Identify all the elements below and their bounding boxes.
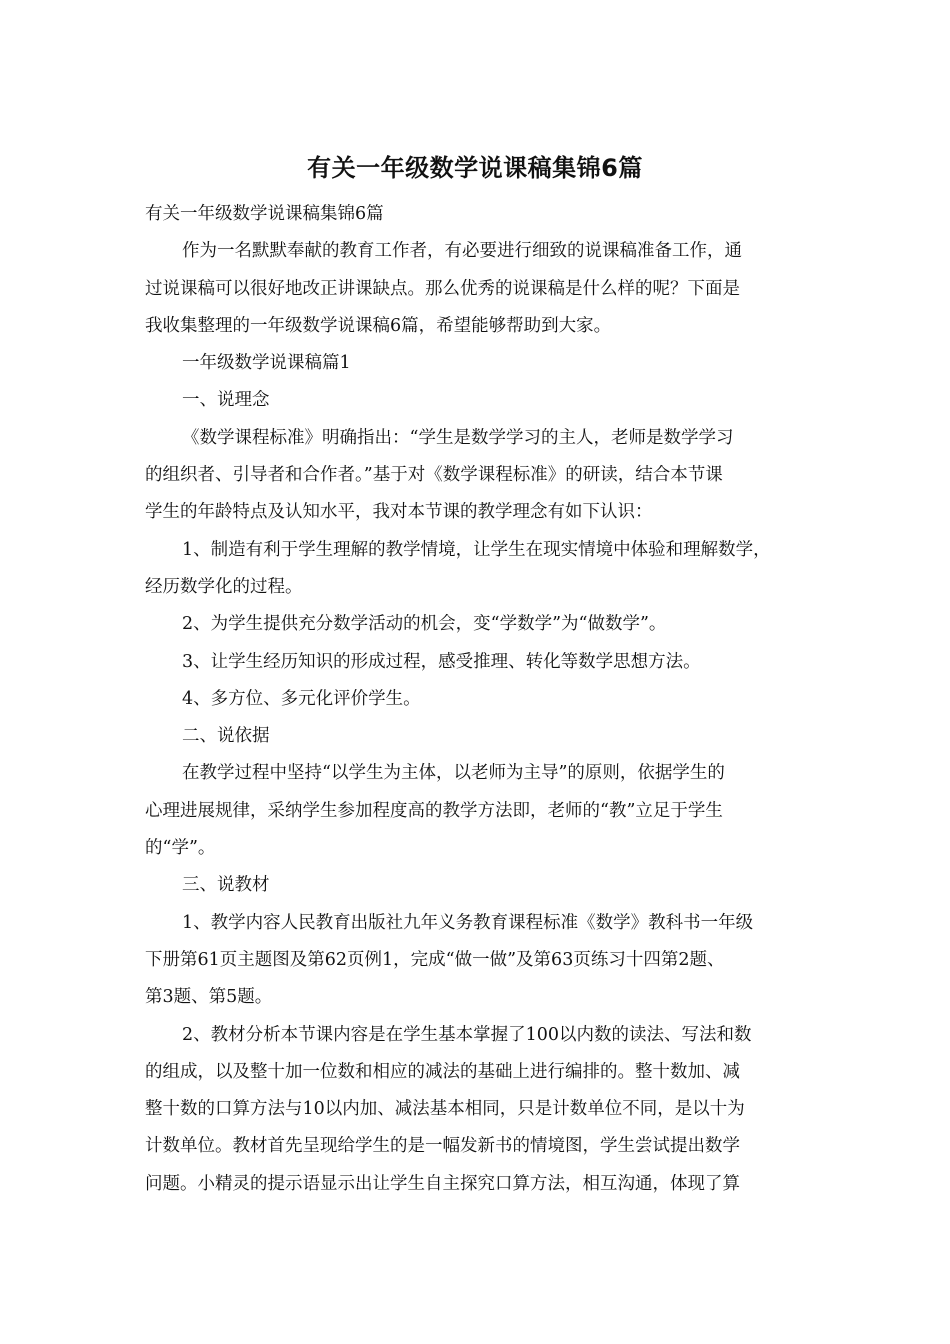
text-line: 在教学过程中坚持“以学生为主体，以老师为主导”的原则，依据学生的 [182, 763, 725, 784]
text-line: 整十数的口算方法与10以内加、减法基本相同，只是计数单位不同，是以十为 [145, 1099, 745, 1120]
text-line: 有关一年级数学说课稿集锦6篇 [145, 204, 384, 224]
text-line: 的“学”。 [145, 838, 216, 859]
text-line: 下册第61页主题图及第62页例1，完成“做一做”及第63页练习十四第2题、 [145, 949, 725, 970]
text-line: 作为一名默默奉献的教育工作者，有必要进行细致的说课稿准备工作，通 [182, 241, 742, 262]
text-line: 《数学课程标准》明确指出：“学生是数学学习的主人，老师是数学学习 [182, 427, 734, 448]
text-line: 计数单位。教材首先呈现给学生的是一幅发新书的情境图，学生尝试提出数学 [145, 1136, 740, 1157]
text-line: 1、制造有利于学生理解的教学情境，让学生在现实情境中体验和理解数学， [182, 539, 771, 560]
text-line: 的组成，以及整十加一位数和相应的减法的基础上进行编排的。整十数加、减 [145, 1061, 740, 1082]
text-line: 1、教学内容人民教育出版社九年义务教育课程标准《数学》教科书一年级 [182, 912, 754, 933]
text-line: 三、说教材 [182, 875, 270, 896]
text-line: 2、为学生提供充分数学活动的机会，变“学数学”为“做数学”。 [182, 614, 667, 635]
text-line: 4、多方位、多元化评价学生。 [182, 688, 421, 709]
text-line: 一、说理念 [182, 390, 270, 411]
text-line: 问题。小精灵的提示语显示出让学生自主探究口算方法，相互沟通，体现了算 [145, 1173, 740, 1194]
text-line: 的组织者、引导者和合作者。”基于对《数学课程标准》的研读，结合本节课 [145, 465, 723, 486]
document-body [145, 196, 800, 1203]
text-line: 学生的年龄特点及认知水平，我对本节课的教学理念有如下认识： [145, 502, 653, 523]
text-line: 经历数学化的过程。 [145, 576, 303, 597]
document-title: 有关一年级数学说课稿集锦6篇 [307, 154, 643, 182]
text-line: 我收集整理的一年级数学说课稿6篇，希望能够帮助到大家。 [145, 315, 612, 336]
text-line: 心理进展规律，采纳学生参加程度高的教学方法即，老师的“教”立足于学生 [145, 800, 723, 821]
text-line: 一年级数学说课稿篇1 [182, 353, 351, 374]
text-line: 3、让学生经历知识的形成过程，感受推理、转化等数学思想方法。 [182, 651, 701, 672]
text-line: 第3题、第5题。 [145, 987, 273, 1008]
text-line: 二、说依据 [182, 726, 270, 747]
text-line: 2、教材分析本节课内容是在学生基本掌握了100以内数的读法、写法和数 [182, 1024, 752, 1045]
text-line: 过说课稿可以很好地改正讲课缺点。那么优秀的说课稿是什么样的呢？下面是 [145, 278, 740, 299]
